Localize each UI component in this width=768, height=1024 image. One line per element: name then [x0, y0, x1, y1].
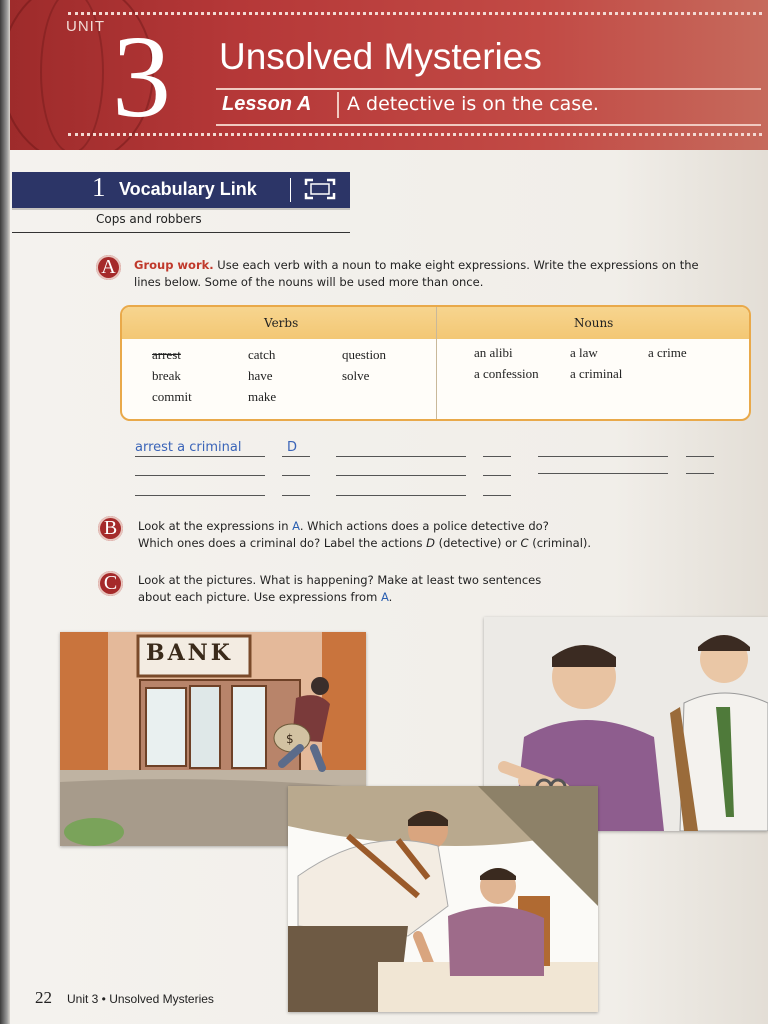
- task-c-text: .: [388, 590, 393, 604]
- dotted-rule-top: [68, 12, 762, 15]
- verb-cell: make: [248, 389, 277, 404]
- task-a-badge: A: [96, 255, 121, 280]
- section-title: Vocabulary Link: [119, 179, 257, 199]
- noun-cell: a criminal: [570, 366, 623, 381]
- task-c-text: about each picture. Use expressions from: [138, 590, 381, 604]
- task-b-instructions: [138, 518, 698, 552]
- label-line[interactable]: [282, 456, 310, 457]
- svg-text:$: $: [286, 732, 294, 746]
- label-line[interactable]: [686, 456, 714, 457]
- noun-cell: a confession: [474, 366, 539, 381]
- section-subtitle-rule: [12, 232, 350, 233]
- bank-sign: BANK: [146, 640, 233, 666]
- answer-line[interactable]: [336, 495, 466, 496]
- verb-cell: question: [342, 347, 387, 362]
- label-line[interactable]: [483, 475, 511, 476]
- answer-line[interactable]: [336, 456, 466, 457]
- task-a-text: Use each verb with a noun to make eight expressions. Write the expressions on the lines below. Some of the nouns will be used more than once.: [134, 258, 699, 289]
- page-number: 22: [35, 988, 52, 1007]
- noun-cell: a crime: [648, 345, 687, 360]
- answer-line[interactable]: [538, 456, 668, 457]
- verb-cell: catch: [248, 347, 276, 362]
- lesson-separator: [337, 92, 339, 118]
- unit-label: UNIT: [66, 18, 105, 35]
- interrogation-illustration: [288, 786, 598, 1012]
- task-c-badge: C: [98, 571, 123, 596]
- task-c-ref: A: [380, 590, 389, 604]
- label-line[interactable]: [686, 473, 714, 474]
- example-answer: arrest a criminal: [135, 440, 242, 455]
- task-c-text: Look at the pictures. What is happening? Make at least two sentences: [138, 573, 542, 587]
- label-d: D: [426, 536, 435, 550]
- task-b-text: Look at the expressions in: [138, 519, 293, 533]
- verb-cell: solve: [342, 368, 370, 383]
- vocabulary-table: [120, 305, 751, 421]
- answer-line[interactable]: [336, 475, 466, 476]
- label-line[interactable]: [483, 495, 511, 496]
- section-subtitle: Cops and robbers: [96, 212, 202, 226]
- task-b-ref: A: [292, 519, 300, 533]
- task-b-text: (detective) or: [434, 536, 521, 550]
- nouns-header: Nouns: [574, 316, 614, 330]
- answer-line[interactable]: [135, 495, 265, 496]
- task-b-text: . Which actions does a police detective do?: [299, 519, 549, 533]
- label-line[interactable]: [483, 456, 511, 457]
- noun-cell: an alibi: [474, 345, 513, 360]
- verb-cell: break: [152, 368, 181, 383]
- task-b-text: (criminal).: [528, 536, 592, 550]
- answer-line[interactable]: [538, 473, 668, 474]
- task-b-badge: B: [98, 516, 123, 541]
- verbs-header: Verbs: [264, 316, 299, 330]
- verb-cell: have: [248, 368, 273, 383]
- expand-frame-icon: [302, 176, 338, 202]
- lesson-title: A detective is on the case.: [347, 93, 599, 115]
- task-a-instructions: [134, 257, 724, 291]
- answer-line[interactable]: [135, 456, 265, 457]
- section-divider: [290, 178, 291, 202]
- task-a-lead: Group work.: [134, 258, 214, 272]
- lesson-label: Lesson A: [222, 93, 312, 115]
- verb-cell: commit: [152, 389, 192, 404]
- section-underline: [12, 208, 350, 210]
- example-label: D: [287, 440, 298, 455]
- section-number: 1: [92, 172, 106, 202]
- task-c-instructions: [138, 572, 698, 606]
- running-footer: Unit 3 • Unsolved Mysteries: [67, 992, 214, 1006]
- dotted-rule-bottom: [68, 133, 762, 136]
- task-b-text: Which ones does a criminal do? Label the actions: [138, 536, 427, 550]
- book-binding: [0, 0, 10, 1024]
- unit-number: 3: [112, 11, 171, 142]
- label-c: C: [520, 536, 529, 550]
- unit-title: Unsolved Mysteries: [219, 36, 542, 77]
- answer-line[interactable]: [135, 475, 265, 476]
- noun-cell: a law: [570, 345, 598, 360]
- label-line[interactable]: [282, 495, 310, 496]
- table-column-divider: [436, 307, 437, 419]
- label-line[interactable]: [282, 475, 310, 476]
- verb-cell: arrest: [152, 347, 181, 362]
